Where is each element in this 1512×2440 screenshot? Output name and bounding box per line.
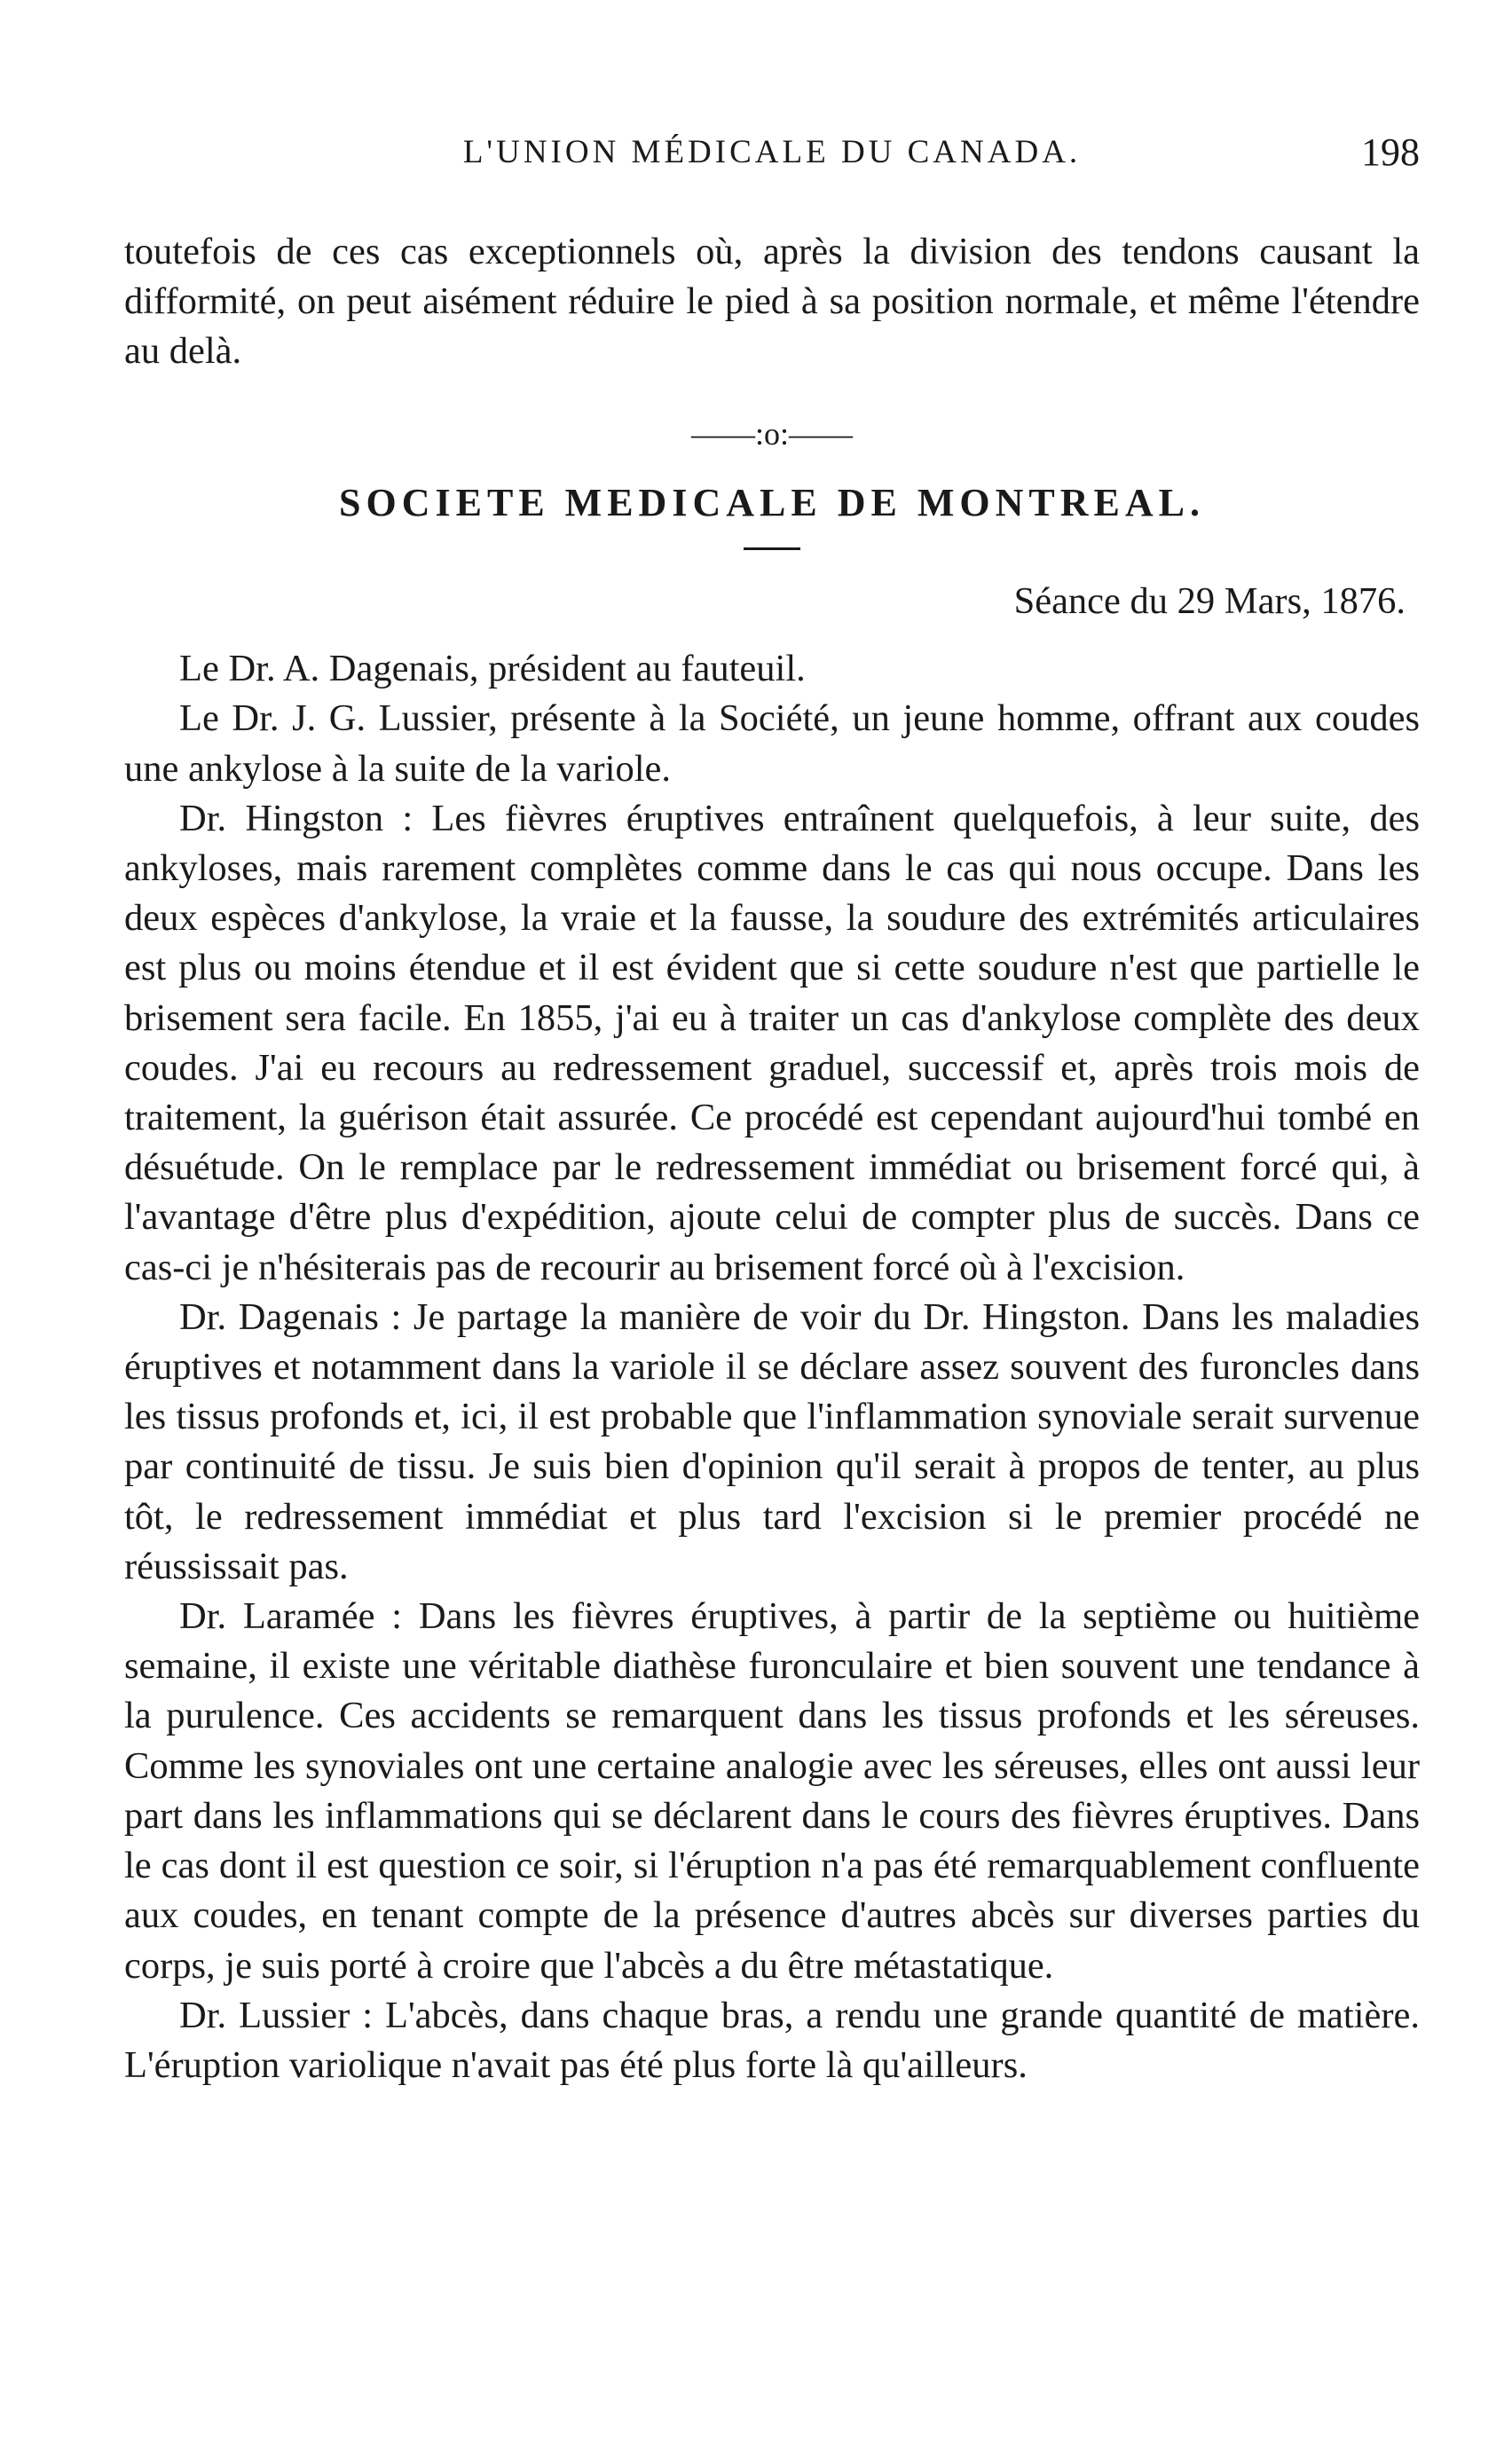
title-rule [744, 547, 800, 550]
page-number: 198 [1361, 130, 1420, 174]
president-paragraph: Le Dr. A. Dagenais, président au fauteuil. [179, 648, 806, 690]
dagenais-paragraph: Dr. Dagenais : Je partage la manière de voir du Dr. Hingston. Dans les maladies éruptives et notamment dans la variole il se déclare assez souvent des furoncles dans les tissus profonds et, ici, il est probable que l'inflammation synoviale serait survenue par continuité de tissu. Je suis bien d'opinion qu'il serait à propos de tenter, au plus tôt, le redressement immédiat et plus tard l'excision si le premier procédé ne réussissait pas. [124, 1295, 1420, 1587]
lussier-reply-paragraph: Dr. Lussier : L'abcès, dans chaque bras, a rendu une grande quantité de matière. L'éruption variolique n'avait pas été plus forte là qu'ailleurs. [124, 1994, 1420, 2086]
page-body [124, 227, 1420, 2090]
intro-paragraph: toutefois de ces cas exceptionnels où, après la division des tendons causant la difformité, on peut aisément réduire le pied à sa position normale, et même l'étendre au delà. [124, 231, 1420, 373]
page-header [124, 130, 1420, 186]
lussier-presents-paragraph: Le Dr. J. G. Lussier, présente à la Société, un jeune homme, offrant aux coudes une ankylose à la suite de la variole. [124, 697, 1420, 790]
laramee-paragraph: Dr. Laramée : Dans les fièvres éruptives, à partir de la septième ou huitième semaine, il existe une véritable diathèse furonculaire et bien souvent une tendance à la purulence. Ces accidents se remarquent dans les tissus profonds et les séreuses. Comme les synoviales ont une certaine analogie avec les séreuses, elles ont aussi leur part dans les inflammations qui se déclarent dans le cours des fièvres éruptives. Dans le cas dont il est question ce soir, si l'éruption n'a pas été remarquablement confluente aux coudes, en tenant compte de la présence d'autres abcès sur diverses parties du corps, je suis porté à croire que l'abcès a du être métastatique. [124, 1595, 1420, 1987]
section-title: SOCIETE MEDICALE DE MONTREAL. [339, 480, 1205, 524]
session-date: Séance du 29 Mars, 1876. [1013, 580, 1406, 623]
section-ornament: ——:o:—— [690, 415, 853, 452]
running-title: L'UNION MÉDICALE DU CANADA. [462, 134, 1082, 170]
hingston-paragraph: Dr. Hingston : Les fièvres éruptives entraînent quelquefois, à leur suite, des ankyloses, mais rarement complètes comme dans le cas qui nous occupe. Dans les deux espèces d'ankylose, la vraie et la fausse, la soudure des extrémités articulaires est plus ou moins étendue et il est évident que si cette soudure n'est que partielle le brisement sera facile. En 1855, j'ai eu à traiter un cas d'ankylose complète des deux coudes. J'ai eu recours au redressement graduel, successif et, après trois mois de traitement, la guérison était assurée. Ce procédé est cependant aujourd'hui tombé en désuétude. On le remplace par le redressement immédiat ou brisement forcé qui, à l'avantage d'être plus d'expédition, ajoute celui de compter plus de succès. Dans ce cas-ci je n'hésiterais pas de recourir au brisement forcé où à l'excision. [124, 797, 1420, 1288]
